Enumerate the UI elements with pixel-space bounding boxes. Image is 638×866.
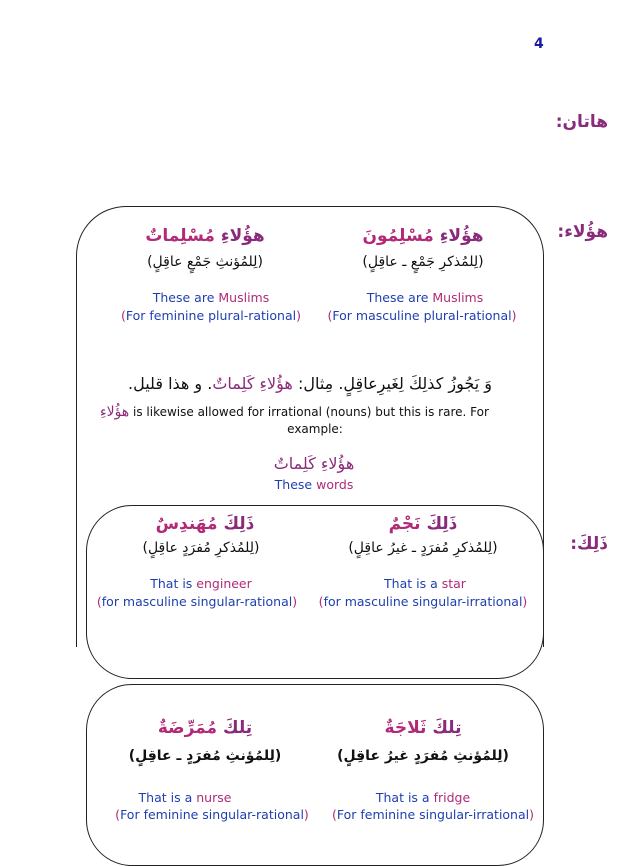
dhaalika-right-word: نَجْمٌ: [388, 514, 421, 534]
dhaalika-right-en-note: [308, 594, 538, 609]
rule-ar-example: هؤُلاءِ كَلِماتٌ: [212, 374, 293, 393]
tilka-right-en-note: [326, 807, 540, 822]
haaulaa-rule-ar: [110, 374, 510, 393]
rule-ar-text: وَ يَجُوزُ كذلِكَ لِغَيرِعاقِلٍ. مِثال:: [292, 374, 492, 393]
paren-close: ): [296, 308, 301, 323]
tilka-left-title: [100, 718, 310, 738]
haaulaa-right-en-note: [312, 308, 532, 323]
en-note: For feminine plural-rational: [125, 308, 297, 323]
en-word: Muslims: [218, 290, 270, 305]
tilka-left-en: [80, 790, 290, 805]
haaulaa-left-en: [106, 290, 316, 305]
haaulaa-left-head: هؤُلاءِ: [220, 226, 265, 246]
dhaalika-left-en: [96, 576, 306, 591]
dhaalika-left-en-note: [86, 594, 308, 609]
label-dhaalika: ذَلِكَ:: [570, 534, 608, 554]
paren-close: ): [522, 594, 528, 609]
en-word: Muslims: [432, 290, 484, 305]
tilka-right-en: [318, 790, 528, 805]
en-note: for masculine singular-irrational: [323, 594, 523, 609]
en-word: words: [316, 477, 354, 492]
paren-close: ): [511, 308, 517, 323]
label-haatani: هاتان:: [555, 112, 608, 132]
rule-en-word: هؤُلاءِ: [100, 404, 130, 420]
en-note: for masculine singular-rational: [101, 594, 293, 609]
en-prefix: These: [274, 477, 313, 492]
dhaalika-right-title: [318, 514, 528, 534]
en-prefix: These are: [152, 290, 215, 305]
paren-open: (: [115, 807, 121, 822]
paren-open: (: [331, 807, 337, 822]
tilka-left-en-note: [104, 807, 320, 822]
en-word: star: [441, 576, 466, 591]
rule-ar-end: . و هذا قليل.: [128, 374, 213, 393]
paren-open: (: [327, 308, 333, 323]
haaulaa-right-word: مُسْلِمُونَ: [362, 226, 434, 246]
en-note: For masculine plural-rational: [332, 308, 512, 323]
haaulaa-example-ar: هؤُلاءِ كَلِماتٌ: [273, 454, 355, 473]
tilka-right-word: ثَلاجَةٌ: [384, 718, 427, 738]
tilka-right-title: [318, 718, 528, 738]
paren-open: (: [96, 594, 102, 609]
tilka-left-note: (لِلمُؤنثِ مُفرَدٍ ـ عاقِلٍ): [128, 748, 282, 764]
paren-open: (: [318, 594, 324, 609]
tilka-panel: [86, 684, 544, 866]
dhaalika-right-en: [320, 576, 530, 591]
haaulaa-example-en: [214, 477, 414, 492]
page-number: 4: [534, 36, 544, 52]
haaulaa-right-head: هؤُلاءِ: [439, 226, 484, 246]
dhaalika-left-note: (لِلمُذكرِ مُفرَدٍ عاقِلٍ): [142, 540, 260, 556]
rule-en-text: is likewise allowed for irrational (nouns) but this is rare. For: [129, 405, 489, 419]
en-prefix: That is a: [384, 576, 438, 591]
dhaalika-left-head: ذَلِكَ: [223, 514, 255, 534]
en-prefix: That is a: [138, 790, 193, 805]
en-word: nurse: [196, 790, 232, 805]
haaulaa-left-title: [100, 226, 310, 246]
en-prefix: That is: [150, 576, 193, 591]
en-prefix: These are: [366, 290, 429, 305]
paren-close: ): [303, 807, 309, 822]
haaulaa-right-note: (لِلمُذكرِ جَمْعٍ ـ عاقِلٍ): [362, 254, 484, 270]
tilka-left-word: مُمَرِّضَةٌ: [157, 718, 218, 738]
dhaalika-left-title: [100, 514, 310, 534]
haaulaa-rule-en-2: example:: [287, 422, 343, 436]
haaulaa-left-note: (لِلمُؤنثِ جَمْعٍ عاقِلٍ): [147, 254, 263, 270]
haaulaa-left-word: مُسْلِماتٌ: [145, 226, 215, 246]
haaulaa-rule-en-1: [100, 404, 530, 420]
dhaalika-right-note: (لِلمُذكرِ مُفرَدٍ ـ غيرُ عاقِلٍ): [348, 540, 498, 556]
paren-open: (: [121, 308, 126, 323]
en-word: fridge: [433, 790, 471, 805]
en-note: For feminine singular-rational: [120, 807, 304, 822]
tilka-right-note: (لِلمُؤنثِ مُفرَدٍ غيرُ عاقِلٍ): [337, 748, 509, 764]
en-note: For feminine singular-irrational: [336, 807, 530, 822]
haaulaa-left-en-note: [100, 308, 322, 323]
label-haaulaa: هؤُلاء:: [557, 222, 608, 242]
dhaalika-right-head: ذَلِكَ: [426, 514, 458, 534]
tilka-right-head: تِلكَ: [432, 718, 462, 738]
haaulaa-right-title: [318, 226, 528, 246]
paren-close: ): [292, 594, 298, 609]
dhaalika-left-word: مُهَندِسٌ: [155, 514, 218, 534]
tilka-left-head: تِلكَ: [223, 718, 253, 738]
haaulaa-right-en: [320, 290, 530, 305]
en-prefix: That is a: [375, 790, 430, 805]
paren-close: ): [529, 807, 535, 822]
en-word: engineer: [196, 576, 252, 591]
